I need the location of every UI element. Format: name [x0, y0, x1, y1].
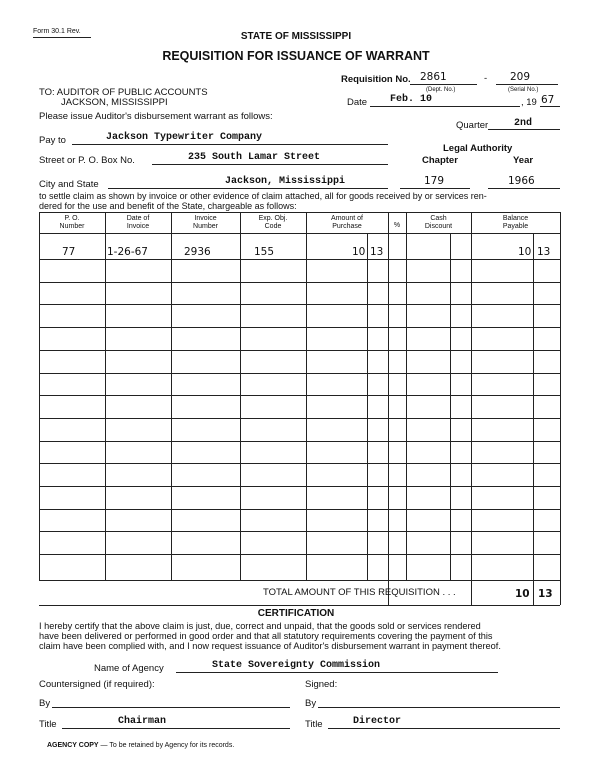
header-amount-line-2: Purchase [332, 223, 362, 230]
title-right-value: Director [353, 716, 402, 727]
header-invoice-line-2: Number [193, 223, 218, 230]
by-label-left: By [39, 698, 51, 709]
title-line-right [328, 728, 560, 729]
pay-to-label: Pay to [39, 135, 66, 146]
dept-no-line [410, 84, 477, 85]
issue-instruction: Please issue Auditor's disbursement warrant as follows: [39, 111, 273, 122]
header-percent: % [393, 222, 401, 229]
table-rule [39, 373, 560, 374]
chapter-line [400, 188, 470, 189]
header-date [105, 215, 171, 231]
to-line-1: TO: AUDITOR OF PUBLIC ACCOUNTS [39, 87, 208, 98]
cell-exp: 155 [254, 246, 275, 258]
title-label-left: Title [39, 719, 57, 730]
col-border-8 [560, 212, 561, 605]
agency-line [176, 672, 498, 673]
by-label-right: By [305, 698, 317, 709]
date-label: Date [347, 97, 368, 108]
certification-title: CERTIFICATION [257, 608, 335, 619]
dept-no-value: 2861 [420, 71, 447, 83]
header-cash-line-2: Discount [424, 223, 453, 230]
year-column-label: Year [513, 155, 534, 166]
agency-copy-bold: AGENCY COPY [47, 742, 99, 749]
form-number: Form 30.1 Rev. [33, 28, 81, 35]
header-exp-line-2: Code [264, 223, 282, 230]
col-border-cents-3 [533, 233, 534, 605]
chapter-label: Chapter [422, 155, 458, 166]
total-dollars: 10 [515, 588, 530, 600]
header-invoice [171, 215, 240, 231]
col-border-7 [471, 212, 472, 605]
date-value: Feb. 10 [390, 94, 433, 105]
header-balance [471, 215, 560, 231]
col-border-6 [406, 212, 407, 580]
table-rule [39, 463, 560, 464]
cell-po: 77 [62, 246, 76, 258]
dept-no-caption: (Dept. No.) [426, 87, 456, 93]
header-balance-line-2: Payable [502, 223, 529, 230]
street-label: Street or P. O. Box No. [39, 155, 135, 166]
cell-balance-dollars: 10 [518, 246, 532, 258]
header-date-line-2: Invoice [126, 223, 150, 230]
countersigned-label: Countersigned (if required): [39, 679, 155, 690]
table-header-border [39, 233, 560, 234]
agency-copy-text: — To be retained by Agency for its records. [98, 742, 235, 749]
by-line-right [318, 707, 560, 708]
claim-text-line-1: to settle claim as shown by invoice or other evidence of claim attached, all for goods received by or services ren- [39, 191, 487, 201]
state-heading: STATE OF MISSISSIPPI [240, 31, 352, 42]
cell-amount-cents: 13 [370, 246, 384, 258]
col-border-cents-2 [450, 233, 451, 580]
table-bottom-border [39, 580, 560, 581]
claim-text-line-2: dered for the use and benefit of the State, chargeable as follows: [39, 201, 297, 211]
signed-label: Signed: [305, 679, 338, 690]
table-rule [39, 327, 560, 328]
city-value: Jackson, Mississippi [225, 176, 346, 187]
total-cents: 13 [538, 588, 553, 600]
header-exp-line-1: Exp. Obj. [258, 215, 288, 222]
year-value: 67 [541, 94, 555, 106]
total-label: TOTAL AMOUNT OF THIS REQUISITION . . . [263, 587, 456, 598]
table-rule [39, 554, 560, 555]
agency-label: Name of Agency [94, 663, 164, 674]
street-value: 235 South Lamar Street [188, 152, 321, 163]
table-rule [39, 282, 560, 283]
date-line [370, 106, 520, 107]
col-border-1 [105, 212, 106, 580]
header-invoice-line-1: Invoice [194, 215, 217, 222]
certification-line-2: have been delivered or performed in good order and that all statutory requirements covering the payment of this [39, 631, 493, 641]
col-border-5 [388, 212, 389, 605]
cell-balance-cents: 13 [537, 246, 551, 258]
legal-year-line [488, 188, 560, 189]
chapter-value: 179 [424, 175, 445, 187]
total-bottom-border [39, 605, 560, 606]
legal-year-value: 1966 [508, 175, 535, 187]
quarter-value: 2nd [514, 118, 533, 129]
header-balance-line-1: Balance [502, 215, 529, 222]
header-po-line-2: Number [59, 223, 85, 230]
header-exp-code [240, 215, 306, 231]
requisition-label: Requisition No. [341, 74, 411, 85]
table-rule [39, 441, 560, 442]
city-line [108, 188, 388, 189]
table-rule [39, 418, 560, 419]
table-rule [39, 531, 560, 532]
title-label-right: Title [305, 719, 323, 730]
cell-date: 1-26-67 [107, 246, 148, 258]
certification-line-3: claim have been complied with, and I now request issuance of Auditor's disbursement warrant in payment thereof. [39, 641, 501, 651]
col-border-cents-1 [367, 233, 368, 580]
title-line-left [62, 728, 290, 729]
table-rule [39, 486, 560, 487]
table-rule [39, 350, 560, 351]
agency-value: State Sovereignty Commission [212, 660, 381, 671]
pay-to-value: Jackson Typewriter Company [106, 132, 263, 143]
quarter-label: Quarter [456, 120, 489, 131]
cell-invoice: 2936 [184, 246, 211, 258]
pay-to-line [72, 144, 388, 145]
table-rule [39, 304, 560, 305]
to-line-2: JACKSON, MISSISSIPPI [61, 97, 168, 108]
certification-line-1: I hereby certify that the above claim is just, due, correct and unpaid, that the goods sold or services rendered [39, 621, 481, 631]
cell-amount-dollars: 10 [352, 246, 366, 258]
by-line-left [52, 707, 290, 708]
form-title: REQUISITION FOR ISSUANCE OF WARRANT [162, 49, 430, 63]
title-left-value: Chairman [118, 716, 167, 727]
header-cash-line-1: Cash [430, 215, 447, 222]
col-border-4 [306, 212, 307, 580]
col-border-2 [171, 212, 172, 580]
legal-authority-label: Legal Authority [443, 143, 513, 154]
header-cash-discount [406, 215, 471, 231]
table-top-border [39, 212, 560, 213]
table-rule [39, 259, 560, 260]
table-rule [39, 395, 560, 396]
year-line [540, 106, 560, 107]
col-border-3 [240, 212, 241, 580]
serial-no-value: 209 [510, 71, 531, 83]
year-prefix: , 19 [521, 97, 537, 108]
header-po-line-1: P. O. [64, 215, 80, 222]
header-date-line-1: Date of [126, 215, 150, 222]
serial-no-line [496, 84, 558, 85]
serial-no-caption: (Serial No.) [508, 87, 539, 93]
requisition-dash: - [484, 73, 488, 84]
col-border-0 [39, 212, 40, 580]
table-rule [39, 509, 560, 510]
street-line [152, 164, 388, 165]
header-amount-line-1: Amount of [331, 215, 363, 222]
city-label: City and State [39, 179, 99, 190]
header-amount [306, 215, 388, 231]
quarter-line [488, 129, 560, 130]
agency-copy-note [47, 742, 234, 749]
header-po [39, 215, 105, 231]
